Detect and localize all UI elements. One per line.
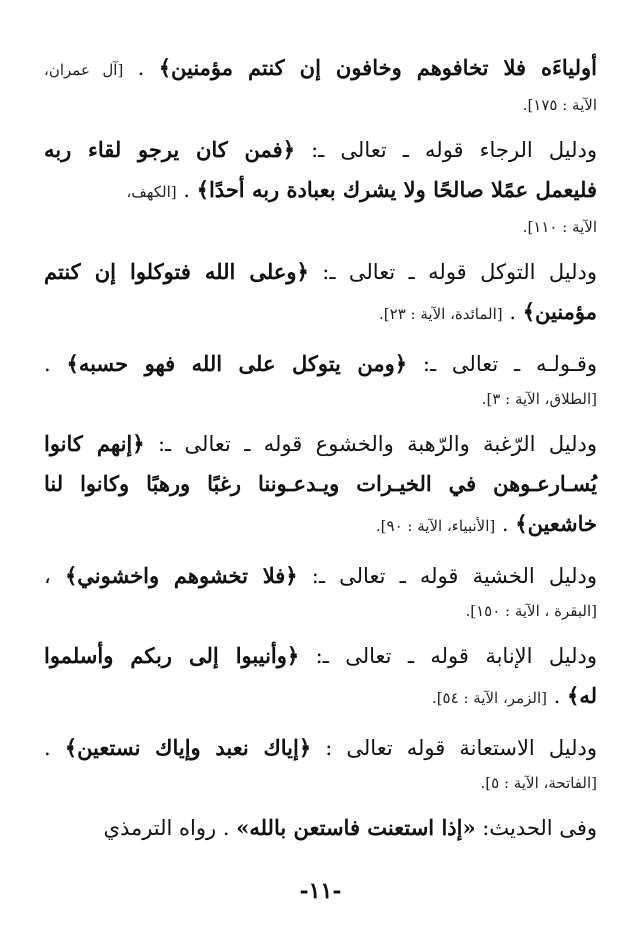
text-line	[44, 676, 597, 718]
quote-text: ﴿وأنيبوا إلى ربكم وأسلموا	[44, 643, 300, 668]
text-line	[44, 808, 597, 848]
paragraph-gap	[44, 798, 597, 808]
body-text: ودليل الاستعانة قوله تعالى :	[311, 736, 597, 760]
citation-line: [البقرة ، الآية : ١٥٠].	[465, 602, 597, 620]
text-line	[44, 636, 597, 676]
paragraph-gap	[44, 334, 597, 344]
text-line	[44, 424, 597, 464]
body-text: ودليل الخشية قوله ـ تعالى ـ:	[297, 564, 597, 588]
body-text: .	[44, 352, 67, 376]
paragraph	[44, 424, 597, 546]
citation-text: [آل عمران،	[44, 61, 124, 79]
text-line	[44, 170, 597, 212]
paragraph-gap	[44, 120, 597, 130]
text-line	[44, 344, 597, 384]
text-line	[44, 252, 597, 292]
paragraph	[44, 556, 597, 626]
citation-text: [الزمر، الآية : ٥٤].	[431, 689, 547, 707]
paragraph	[44, 130, 597, 242]
quote-text: يُسـارعـوهن في الخيـرات ويـدعـوننا رغبًا ورهبًا وكانوا لنا	[44, 471, 597, 496]
body-text: .	[123, 56, 159, 80]
quote-text: ﴿ومن يتوكل على الله فهو حسبه﴾	[66, 351, 408, 376]
quote-text: له﴾	[567, 683, 597, 708]
paragraph-gap	[44, 546, 597, 556]
paragraph	[44, 48, 597, 120]
quote-text: أولياءَه فلا تخافوهم وخافون إن كنتم مؤمنين﴾	[158, 55, 598, 80]
body-text: وقـولـه ـ تعالى ـ:	[407, 352, 597, 376]
paragraph	[44, 344, 597, 414]
text-line	[44, 504, 597, 546]
quote-text: ﴿فلا تخشوهم واخشوني﴾	[64, 563, 298, 588]
paragraph-gap	[44, 242, 597, 252]
paragraph	[44, 728, 597, 798]
body-text: وفى الحديث:	[475, 816, 597, 840]
citation-line: [الطلاق، الآية : ٣].	[481, 390, 597, 408]
paragraph	[44, 252, 597, 334]
page-number: -١١-	[299, 878, 342, 904]
text-line	[44, 556, 597, 596]
paragraph	[44, 636, 597, 718]
citation-text: [الكهف،	[126, 183, 177, 201]
quote-text: خاشعين﴾	[515, 511, 597, 536]
body-text: .	[44, 736, 65, 760]
body-text: .	[495, 512, 516, 536]
quote-text: ﴿فمن كان يرجو لقاء ربه	[44, 137, 296, 162]
body-text: ودليل التوكل قوله ـ تعالى ـ:	[308, 260, 597, 284]
paragraph-gap	[44, 626, 597, 636]
body-text: ودليل الرّغبة والرّهبة والخشوع قوله ـ تعالى ـ:	[144, 432, 597, 456]
text-line	[44, 130, 597, 170]
body-text: ودليل الإنابة قوله ـ تعالى ـ:	[299, 644, 598, 668]
citation-line: الآية : ١١٠].	[522, 218, 597, 236]
body-text: .	[502, 300, 523, 324]
document-body	[44, 48, 597, 858]
paragraph-gap	[44, 718, 597, 728]
body-text: .	[547, 684, 568, 708]
text-line	[44, 728, 597, 768]
quote-text: ﴿إياك نعبد وإياك نستعين﴾	[64, 735, 312, 760]
quote-text: ﴿وعلى الله فتوكلوا إن كنتم	[44, 259, 309, 284]
quote-text: ﴿إنهم كانوا	[44, 431, 145, 456]
body-text: .	[176, 178, 197, 202]
citation-line: الآية : ١٧٥].	[522, 96, 597, 114]
body-text: ودليل الرجاء قوله ـ تعالى ـ:	[295, 138, 597, 162]
text-line	[44, 292, 597, 334]
paragraph-gap	[44, 848, 597, 858]
citation-text: [المائدة، الآية : ٢٣].	[379, 305, 503, 323]
paragraph	[44, 808, 597, 848]
text-line	[44, 464, 597, 504]
body-text: . رواه الترمذي	[103, 816, 237, 840]
quote-text: «إذا استعنت فاستعن بالله»	[236, 815, 476, 840]
paragraph-gap	[44, 414, 597, 424]
body-text: ،	[44, 564, 65, 588]
quote-text: فليعمل عمًلا صالحًا ولا يشرك بعبادة ربه أحدًا﴾	[196, 177, 597, 202]
text-line	[44, 48, 597, 90]
citation-text: [الأنبياء، الآية : ٩٠].	[375, 517, 496, 535]
quote-text: مؤمنين﴾	[522, 299, 597, 324]
citation-line: [الفاتحة، الآية : ٥].	[480, 774, 597, 792]
